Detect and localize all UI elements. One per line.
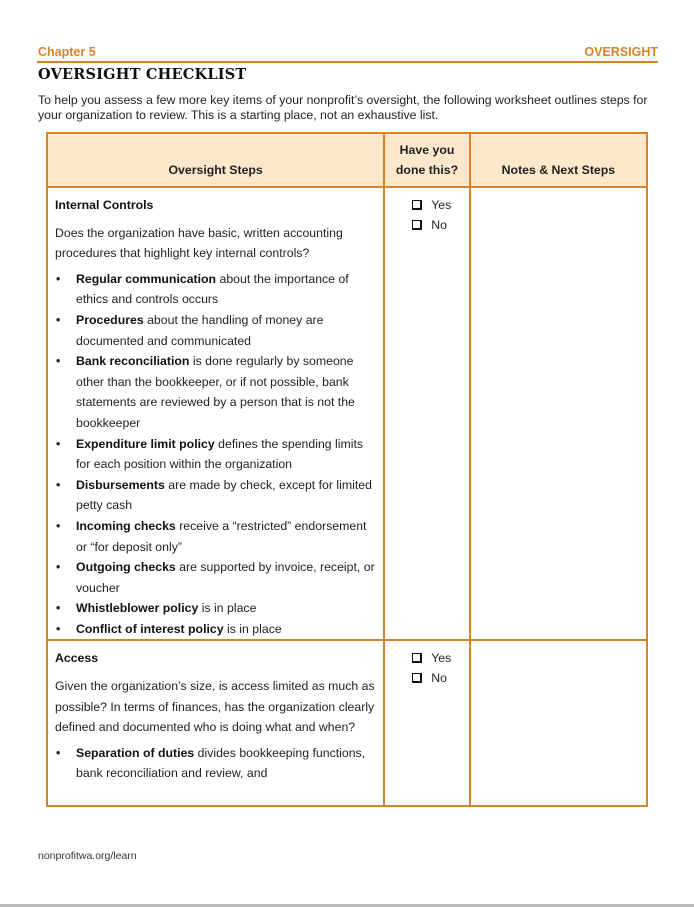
steps-cell — [47, 187, 384, 640]
list-item — [55, 743, 376, 784]
item-keyword: Separation of duties — [76, 745, 195, 760]
section-label: OVERSIGHT — [584, 45, 658, 59]
item-keyword: Incoming checks — [76, 518, 176, 533]
list-item — [55, 434, 376, 475]
list-item — [55, 310, 376, 351]
table-row — [47, 187, 647, 640]
question-text: Given the organization’s size, is access limited as much as possible? In terms of finances, has the organization clearly defined and documented who is doing what and when? — [55, 679, 375, 735]
list-item — [55, 475, 376, 516]
intro-paragraph: To help you assess a few more key items of your nonprofit’s oversight, the following worksheet outlines steps for your organization to review. This is a starting place, not an exhaustive list. — [38, 93, 648, 122]
item-text: is in place — [223, 621, 282, 636]
item-text: is done regularly by someone other than the bookkeeper, or if not possible, bank statements are reviewed by a person that is not the bookkeeper — [76, 354, 355, 430]
item-keyword: Conflict of interest policy — [76, 621, 224, 636]
item-text: are supported by invoice, receipt, or voucher — [76, 560, 375, 595]
checkbox-icon[interactable] — [412, 673, 422, 683]
checkbox-icon[interactable] — [412, 200, 422, 210]
running-header — [37, 44, 658, 63]
column-header-notes: Notes & Next Steps — [470, 133, 647, 187]
notes-cell[interactable] — [470, 640, 647, 806]
list-item — [55, 351, 376, 433]
item-keyword: Outgoing checks — [76, 560, 176, 575]
list-item — [55, 598, 376, 619]
list-item — [55, 619, 376, 640]
column-header-done: Have you done this? — [384, 133, 470, 187]
section-title: Internal Controls — [55, 198, 154, 212]
oversight-checklist-table — [46, 132, 648, 807]
done-cell — [384, 640, 470, 806]
no-label: No — [431, 218, 447, 232]
item-text: about the handling of money are documented and communicated — [76, 312, 324, 348]
steps-cell — [47, 640, 384, 806]
list-item — [55, 269, 376, 310]
column-header-oversight-steps: Oversight Steps — [47, 133, 384, 187]
item-keyword: Expenditure limit policy — [76, 436, 215, 451]
checkbox-icon[interactable] — [412, 220, 422, 230]
yes-option[interactable] — [412, 195, 469, 215]
checkbox-icon[interactable] — [412, 653, 422, 663]
yes-option[interactable] — [412, 648, 469, 668]
no-label: No — [431, 671, 447, 686]
list-item — [55, 516, 376, 557]
item-text: divides bookkeeping functions, bank reconciliation and review, and — [76, 745, 366, 781]
yes-label: Yes — [431, 651, 452, 666]
list-item — [55, 557, 376, 598]
item-keyword: Whistleblower policy — [76, 601, 199, 616]
footer-url: nonprofitwa.org/learn — [38, 850, 137, 862]
done-cell — [384, 187, 470, 640]
item-keyword: Regular communication — [76, 271, 217, 286]
item-keyword: Disbursements — [76, 477, 165, 492]
item-text: is in place — [198, 601, 257, 616]
bullet-list — [55, 743, 376, 784]
item-text: are made by check, except for limited petty cash — [76, 477, 372, 513]
bullet-list — [55, 269, 376, 640]
page-title: OVERSIGHT CHECKLIST — [38, 66, 247, 83]
item-text: about the importance of ethics and controls occurs — [76, 271, 349, 307]
notes-cell[interactable] — [470, 187, 647, 640]
yes-label: Yes — [431, 198, 452, 212]
item-keyword: Procedures — [76, 312, 144, 327]
item-text: defines the spending limits for each position within the organization — [76, 436, 364, 472]
table-header-row — [47, 133, 647, 187]
question-text: Does the organization have basic, written accounting procedures that highlight key internal controls? — [55, 225, 343, 261]
no-option[interactable] — [412, 668, 469, 688]
item-keyword: Bank reconciliation — [76, 354, 190, 369]
item-text: receive a “restricted” endorsement or “for deposit only” — [76, 518, 367, 554]
chapter-label: Chapter 5 — [38, 45, 96, 59]
table-row — [47, 640, 647, 806]
no-option[interactable] — [412, 215, 469, 235]
section-title: Access — [55, 651, 99, 666]
